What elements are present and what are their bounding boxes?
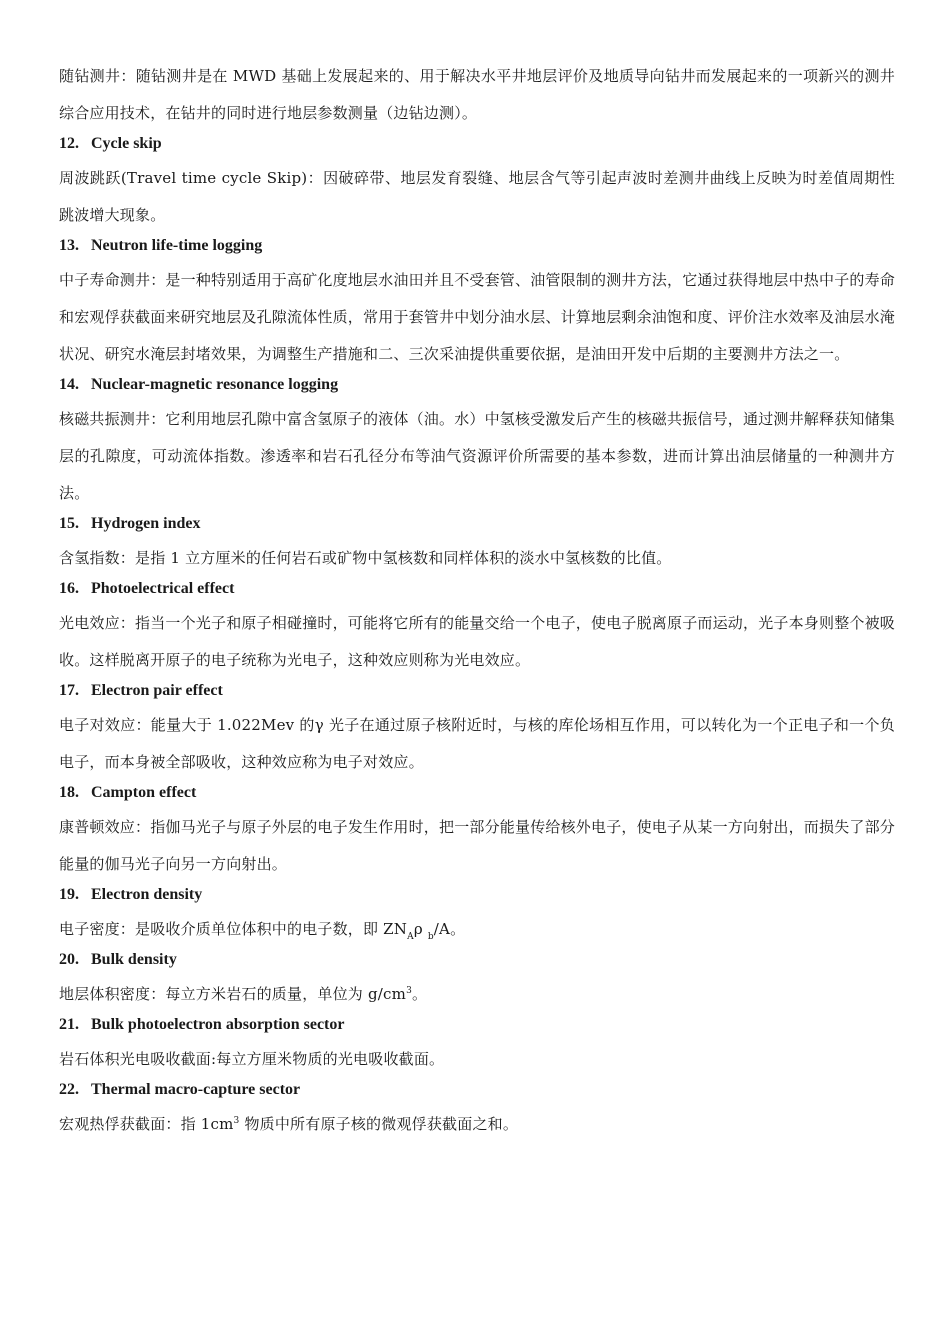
entry-15-definition: 含氢指数：是指 1 立方厘米的任何岩石或矿物中氢核数和同样体积的淡水中氢核数的比值。 [59, 549, 672, 567]
entry-number: 12. [59, 135, 79, 152]
subscript: A [407, 932, 414, 942]
entry-term: Electron density [91, 886, 203, 903]
entry-22-definition [59, 1106, 895, 1143]
entry-19-heading [59, 883, 895, 911]
entry-number: 16. [59, 580, 79, 597]
definition-text: 。 [412, 985, 428, 1003]
entry-13-definition: 中子寿命测井：是一种特别适用于高矿化度地层水油田并且不受套管、油管限制的测井方法，它通过获得地层中热中子的寿命和宏观俘获截面来研究地层及孔隙流体性质，常用于套管井中划分油水层、计算地层剩余油饱和度、评价注水效率及油层水淹状况、研究水淹层封堵效果，为调整生产措施和二、三次采油提供重要依据，是油田开发中后期的主要测井方法之一。 [59, 271, 896, 363]
superscript: 3 [406, 986, 412, 996]
entry-22-heading [59, 1078, 895, 1106]
entry-12-definition: 周波跳跃(Travel time cycle Skip)：因破碎带、地层发育裂缝、地层含气等引起声波时差测井曲线上反映为时差值周期性跳波增大现象。 [59, 169, 895, 224]
definition-text: /A。 [433, 920, 466, 938]
entry-number: 14. [59, 376, 79, 393]
entry-15-heading [59, 512, 895, 540]
definition-text: 电子密度：是吸收介质单位体积中的电子数，即 ZN [59, 920, 408, 938]
intro-definition: 随钻测井：随钻测井是在 MWD 基础上发展起来的、用于解决水平井地层评价及地质导向钻井而发展起来的一项新兴的测井综合应用技术，在钻井的同时进行地层参数测量（边钻边测）。 [59, 67, 895, 122]
entry-number: 18. [59, 784, 79, 801]
entry-number: 13. [59, 237, 79, 254]
entry-term: Nuclear-magnetic resonance logging [91, 376, 339, 393]
definition-text: 物质中所有原子核的微观俘获截面之和。 [239, 1115, 519, 1133]
definition-text: 宏观热俘获截面：指 1cm [59, 1115, 234, 1133]
entry-term: Hydrogen index [91, 515, 201, 532]
definition-text: 地层体积密度：每立方米岩石的质量，单位为 g/cm [59, 985, 407, 1003]
entry-17-definition: 电子对效应：能量大于 1.022Mev 的γ 光子在通过原子核附近时，与核的库伦场相互作用，可以转化为一个正电子和一个负电子，而本身被全部吸收，这种效应称为电子对效应。 [59, 716, 895, 771]
entry-number: 17. [59, 682, 79, 699]
entry-16-definition: 光电效应：指当一个光子和原子相碰撞时，可能将它所有的能量交给一个电子，使电子脱离原子而运动，光子本身则整个被吸收。这样脱离开原子的电子统称为光电子，这种效应则称为光电效应。 [59, 614, 896, 669]
entry-number: 19. [59, 886, 79, 903]
entry-number: 20. [59, 951, 79, 968]
entry-term: Neutron life-time logging [91, 237, 263, 254]
rho-symbol: ρ [413, 920, 428, 938]
superscript: 3 [233, 1116, 240, 1126]
entry-18-definition: 康普顿效应：指伽马光子与原子外层的电子发生作用时，把一部分能量传给核外电子，使电子从某一方向射出，而损失了部分能量的伽马光子向另一方向射出。 [59, 818, 896, 873]
entry-term: Campton effect [91, 784, 197, 801]
entry-20-definition [59, 976, 895, 1013]
entry-14-heading [59, 373, 895, 401]
entry-12-heading [59, 132, 895, 160]
entry-16-heading [59, 577, 895, 605]
entry-term: Electron pair effect [91, 682, 223, 699]
entry-13-heading [59, 234, 895, 262]
entry-term: Bulk density [91, 951, 177, 968]
entry-21-definition: 岩石体积光电吸收截面:每立方厘米物质的光电吸收截面。 [59, 1050, 445, 1068]
entry-number: 15. [59, 515, 79, 532]
entry-term: Cycle skip [91, 135, 162, 152]
entry-21-heading [59, 1013, 895, 1041]
entry-term: Thermal macro-capture sector [91, 1081, 301, 1098]
entry-term: Photoelectrical effect [91, 580, 235, 597]
entry-17-heading [59, 679, 895, 707]
entry-20-heading [59, 948, 895, 976]
subscript: b [427, 932, 434, 942]
entry-number: 22. [59, 1081, 79, 1098]
entry-term: Bulk photoelectron absorption sector [91, 1016, 345, 1033]
document-page [59, 58, 895, 1143]
entry-number: 21. [59, 1016, 79, 1033]
entry-14-definition: 核磁共振测井：它利用地层孔隙中富含氢原子的液体（油。水）中氢核受激发后产生的核磁共振信号，通过测井解释获知储集层的孔隙度，可动流体指数。渗透率和岩石孔径分布等油气资源评价所需要的基本参数，进而计算出油层储量的一种测井方法。 [59, 410, 896, 502]
entry-18-heading [59, 781, 895, 809]
entry-19-definition [59, 911, 895, 948]
